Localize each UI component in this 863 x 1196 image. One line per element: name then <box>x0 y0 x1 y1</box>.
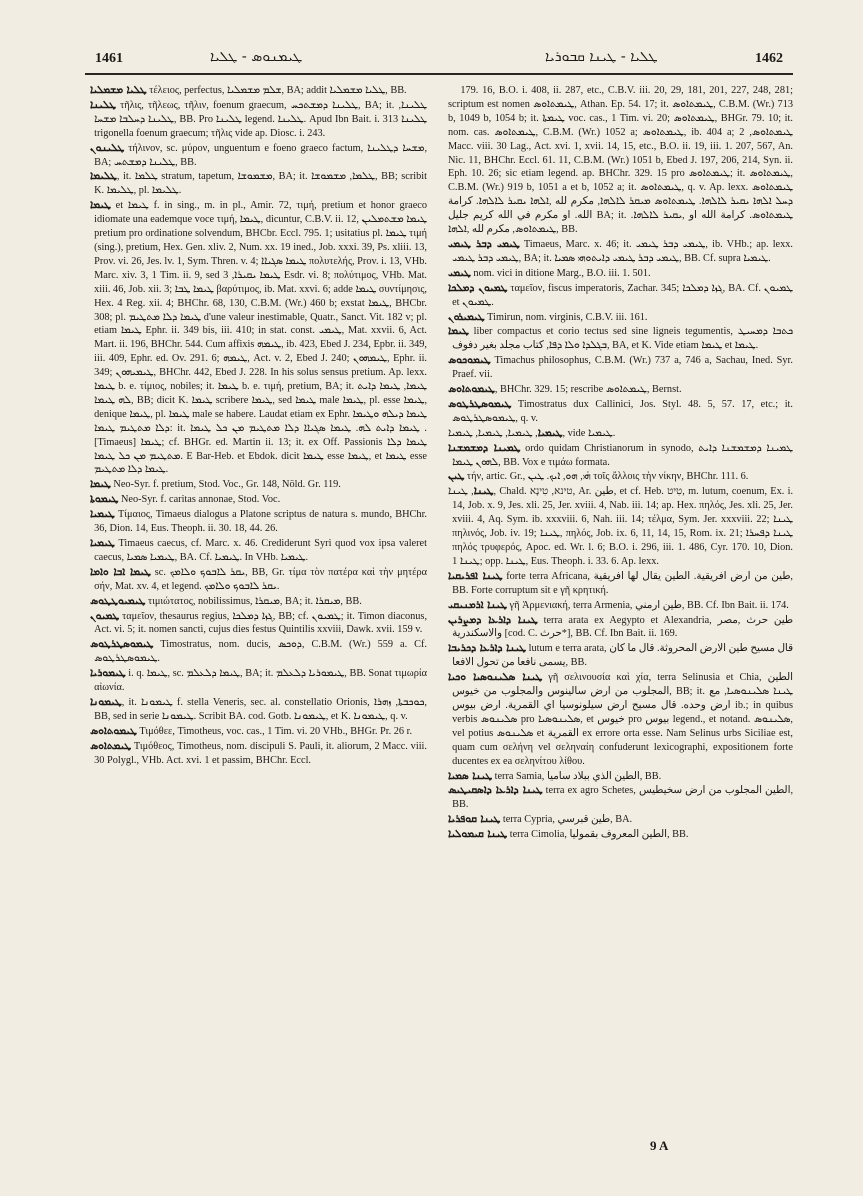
entry-text: Timachus philosophus, C.B.M. (Wr.) 737 a, 746 a, Sachau, Ined. Syr. Praef. vii. <box>452 355 793 381</box>
entry-headword: ܛܝܡܝܐ <box>90 537 115 549</box>
entry-headword: ܛܝܢܐ ܕܐܪܥܐ ܕܟܪܝܒܐ <box>448 642 527 655</box>
dictionary-entry <box>90 740 427 768</box>
entry-headword: ܛܝܢܐ ܐܪܡܢܝܩܝ <box>448 598 507 611</box>
dictionary-entry <box>448 398 793 426</box>
entry-text: , it. ܛܠܡܐ stratum, tapetum, ܡܫܡܘܫܐ, BA; it. ܛܠܡܐ, ܡܫܡܘܫܐ, BB; scribit K. ܛܠܝܡܐ, pl. ܛܠܝܡܐ. <box>94 171 427 197</box>
entry-text: 179. 16, B.O. i. 408, ii. 287, etc., C.B.V. iii. 20, 29, 181, 201, 227, 248, 281; scriptum est nomen ܛܝܡܬܐܘܣ, Athan. Ep. 54. 17; it. ܛܝܡܬܐܘܣ, C.B.M. (Wr.) 713 b, 1049 b, 1054 b; it. ܛܝܡܬܐ voc. cas., 1 Tim. vi. 20; ܛܝܡܬܐܘܣ, BHGr. 79. 10; it. nom. cas. ܛܝܡܬܐܘܣ, C.B.M. (Wr.) 1052 a; ܛܝܡܬܐܘܣ, ib. 404 a; ܛܝܡܬܐܘܣ, 2 Macc. viii. 30 Lag., Act. xvi. 1, xvii. 14, 15, etc., B.O. ii. 19, iii. 1. 207, 567, An. Nic. 11, BHChr. Eccl. 61. 11, C.B.M. (Wr.) 1051 b, Ebed J. 197, 206, 214, Syn. ii. Eph. 10. 26; sic etiam legend. ap. BHChr. 329. 15 pro ܛܝܡܬܐܘܣ; it. ܛܝܡܬܐܘܣ, C.B.M. (Wr.) 919 b, 1051 a et b, 1052 a; it. ܛܝܡܬܐܘܣ, q. v. Ap. lexx. ܛܝܡܬܐܘܣ ܕܚܠ ܐܠܗܐ ܝܩܝܪ ܠܐܠܗܐ. ܛܝܡܬܐܘܣ ܡܝܩܪ ܠܐܠܗܐ, مكرم لله ,ܐܠܗܐ ܝܩܝܪ ܠܐܠܗܐ. كرامة الله. او مكرم في الله كريم جليل BA; it. ܛܝܡܬܐܘܣ. كرامة الله او ,ܝܩܝܪ ܠܐܠܗܐ. ܛܝܡܬܐܘܣ, مكرم لله ,ܐܠܗܐ, BB. <box>448 85 794 236</box>
dictionary-entry <box>90 84 427 98</box>
entry-text: γῆ Ἀρμενιακή, terra Armenia, طين ارمني, BB. Cf. Ibn Bait. ii. 174. <box>506 599 789 611</box>
entry-text: τῆλις, τῆλεως, τῆλιν, foenum graecum, ܛܠܝܢܐ ܕܡܫܬܟܚ, BA; it. ܛܠܝܢܐ, ܛܠܝܢܐ ܕܚܠܒܐ ܡܫܚܐ, BB. Pro ܛܠܝܢܐ legend. ܛܠܝܢܐ. Apud Ibn Bait. i. 313 ܛܠܝܢܐ trigonella foenum graecum; τῆλις vide ap. Diosc. i. 243. <box>94 99 427 139</box>
left-running-head: ܛܝܡܢܘܣ - ܛܠܝܐ <box>210 49 303 65</box>
dictionary-entry <box>448 267 793 281</box>
entry-headword: ܛܝܡܘܪܝܐ <box>90 667 126 680</box>
entry-text: τιμιώτατος, nobilissimus, ܡܝܩܪܐ, BA; it. ܡܝܩܪܐ, BB. <box>145 595 362 607</box>
entry-headword: ܛܝܡܘܣܛܪܛܘܣ <box>448 397 512 410</box>
page-header <box>0 45 863 73</box>
entry-text: ordo quidam Christianorum in synodo, ܛܡܝܢܐ ܕܡܫܡܫܢܐ ܕܐܝܬ ܠܗܘܢ ܛܝܡܐ, BB. Vox e τιμάω formata. <box>452 442 794 468</box>
entry-text: ταμεῖον, thesaurus regius, ܓܙܐ ܕܡܠܟܐ, BB; cf. ܛܡܝܘܢ; it. Timon diaconus, Act. vi. 5; it. nomen sancti, cujus dies festus Quintilis xxviii, Dawk. xvii. 159 v. <box>94 610 428 636</box>
dictionary-entry <box>90 199 427 477</box>
entry-headword: ܛܝܡܘܢܐ <box>90 695 122 708</box>
header-rule <box>85 73 793 75</box>
entry-headword: ܛܠܝܐ ܡܫܡܠܝܐ <box>90 84 147 96</box>
dictionary-entry <box>448 383 793 397</box>
dictionary-entry <box>90 508 427 536</box>
signature-mark: 9 A <box>650 1138 669 1153</box>
dictionary-entry <box>90 537 427 565</box>
entry-text: lutum e terra arata, قال مسيح طين الارض المحروثة. قال ما كان يسمى نافعا من تحول الافعا, BB. <box>452 643 793 669</box>
dictionary-entry <box>90 170 427 198</box>
entry-text: , ܛܝܡܝܐ, ܛܝܡܝܐ, ܛܝܡܝܐ, vide ܛܝܡܝܐ. <box>448 427 616 439</box>
dictionary-entry <box>448 642 793 670</box>
dictionary-entry <box>90 610 427 638</box>
entry-text: Timirun, nom. virginis, C.B.V. iii. 161. <box>484 311 648 323</box>
entry-text: terra Samia, الطين الذي ببلاد ساميا, BB. <box>492 770 662 782</box>
entry-text: i. q. ܛܝܡܐ, sc. ܛܝܡܐ ܕܠܥܠܡ, BA; it. ܛܝܡܘܪܝܐ ܕܠܥܠܡ, BB. Sonat τιμωρία αἰωνία. <box>94 668 428 694</box>
dictionary-entry <box>448 614 793 642</box>
entry-text: , it. ܛܝܡܘܢܐ f. stella Veneris, sec. al. constellatio Orionis, ܟܘܟܒܬܐ, ܙܗܪܐ, BB, sed in serie ܛܝܡܘܢܐ. Scribit BA. cod. Gotb. ܛܝܡܘܢܐ, et K. ܛܝܡܘܢܐ, q. v. <box>94 696 427 722</box>
entry-text: τήν, artic. Gr., ܗ̇ܝ, ܗܘ, ܐܝܟ. ܛܝܢ τοῖς ἄλλοις τὴν νίκην, BHChr. 111. 6. <box>464 471 749 483</box>
dictionary-entry <box>448 828 793 842</box>
entry-text: Timaeus caecus, cf. Marc. x. 46. Crediderunt Syri quod vox ipsa valeret caecus, ܛܝܡܝܐ ܣܡܝܐ, BA. Cf. ܛܝܡܝܐ. In VHb. ܛܝܡܝܐ. <box>94 538 427 563</box>
dictionary-entry <box>448 671 793 768</box>
entry-text: terra Cypria, طين قبرسي, BA. <box>500 814 633 826</box>
dictionary-entry <box>448 238 793 266</box>
dictionary-entry <box>90 99 427 141</box>
entry-headword: ܛܝܡܝܘܛܛܘܣ <box>90 594 146 607</box>
entry-text: liber compactus et corio tectus sed sine ligneis tegumentis, ܟܬܒܐ ܕܡܚܝܛ ܒܓܠܕܐ ܘܠܐ ܕܦܐ, كتاب مجلد بغير دفوف, BA, et K. Vide etiam ܛܝܡܐ et ܛܝܡܐ. <box>452 326 793 352</box>
entry-headword: ܛܝܡܐ ܐܒܐ ܘܐܡܐ <box>90 565 151 578</box>
dictionary-entry <box>90 696 427 724</box>
entry-headword: ܛܝܢ <box>448 470 465 483</box>
dictionary-entry <box>90 725 427 739</box>
entry-text: Timostratus dux Callinici, Jos. Styl. 48. 5, 57. 17, etc.; it. ܛܝܡܘܣܛܪܛܘܣ, q. v. <box>452 398 793 424</box>
dictionary-entry <box>90 478 427 492</box>
entry-text: Neo-Syr. f. pretium, Stod. Voc., Gr. 148, Nöld. Gr. 119. <box>110 479 341 491</box>
entry-headword: ܛܝܢܐ ܣܠܝܢܘܣܝܐ ܘܟܝܐ <box>448 671 543 684</box>
entry-headword: ܛܝܡܝܐ <box>537 426 563 439</box>
entry-text: Timostratus, nom. ducis, ܕܘܟܣ, C.B.M. (Wr.) 559 a. Cf. ܛܝܡܘܣܛܪܛܘܣ. <box>94 639 428 665</box>
dictionary-entry <box>448 442 793 470</box>
dictionary-entry <box>448 282 793 310</box>
dictionary-entry <box>448 813 793 827</box>
entry-headword: ܛܝܡܝܐ <box>90 508 115 521</box>
entry-text: ταμεῖον, fiscus imperatoris, Zachar. 345; ܓܙܐ ܕܡܠܟܐ, BA. Cf. ܛܡܝܘܢ et ܛܡܝܘܢ. <box>452 282 793 308</box>
entry-headword: ܛܝܢܐ ܣܡܝܐ <box>448 769 493 782</box>
entry-headword: ܛܠܝܢܘܢ <box>90 141 125 154</box>
entry-headword: ܛܝܡܝܪܘܢ <box>448 310 485 323</box>
entry-headword: ܛܝܡܬܐܘܣ <box>90 739 132 752</box>
entry-headword: ܛܝܡܝ <box>448 266 471 279</box>
entry-headword: ܛܝܢܐ ܐܦܪܝܩܝܐ <box>448 569 503 582</box>
entry-headword: ܛܝܢܐ ܕܐܪܥܐ ܕܐܣܩܝܛܝܣ <box>448 784 543 797</box>
entry-text: forte terra Africana, طين من ارض افريقية. الطين يقال لها افريقية, BB. Forte corruptum sit e γῆ κρητική. <box>452 570 793 596</box>
entry-text: Τίμαιος, Timaeus dialogus a Platone scriptus de natura s. mundo, BHChr. 36, Dion. 14, Eus. Theoph. ii. 30. 18, 44. 26. <box>94 509 427 535</box>
entry-text: terra Cimolia, الطين المعروف بقموليا, BB. <box>507 829 689 841</box>
dictionary-entry <box>448 770 793 784</box>
entry-headword: ܛܝܡܘܣܛܪܛܘܣ <box>90 638 154 651</box>
dictionary-entry <box>448 427 793 441</box>
right-page-number: 1462 <box>755 51 783 66</box>
entry-headword: ܛܡܝܢܐ ܕܡܫܡܫܢܐ <box>448 441 521 454</box>
entry-text: Timaeus, Marc. x. 46; it. ܛܝܡܝ ܕܒܪ ܛܝܡܝ, ib. VHb.; ap. lexx. ܛܝܡܝ ܕܒܪ ܛܝܡܝ, BA; it. ܛܝܡܝ ܕܒܪ ܛܝܡܝ ܕܐܝܬܘܗܝ ܣܡܝܐ, BB. Cf. supra ܛܝܡܝܐ. <box>452 238 794 264</box>
left-column <box>90 84 427 769</box>
entry-headword: ܛܝܡܐ <box>90 478 111 491</box>
dictionary-entry <box>448 470 793 484</box>
dictionary-entry <box>90 566 427 594</box>
entry-headword: ܛܡܝܘܢ <box>90 609 120 622</box>
dictionary-entry <box>448 84 793 237</box>
entry-text: nom. vici in ditione Marg., B.O. iii. 1. 501. <box>470 267 651 279</box>
entry-headword: ܛܝܡܘܬܐܘܣ <box>448 383 495 396</box>
entry-text: terra arata ex Aegypto et Alexandria, طين حرث ,مصر والاسكندرية [cod. C. حرث*], BB. Cf. Ibn Bait. ii. 169. <box>452 614 794 640</box>
entry-headword: ܛܝܡܐ <box>90 199 111 212</box>
entry-headword: ܛܝܡܘܬܐ <box>90 493 119 506</box>
entry-headword: ܛܠܝܡܐ <box>90 170 117 183</box>
dictionary-entry <box>90 638 427 666</box>
dictionary-entry <box>448 570 793 598</box>
entry-text: Τιμόθεε, Timotheus, voc. cas., 1 Tim. vi. 20 VHb., BHGr. Pr. 26 r. <box>136 725 413 737</box>
dictionary-entry <box>448 311 793 325</box>
entry-headword: ܛܡܝܘܢ ܕܡܠܟܐ <box>448 281 508 294</box>
entry-headword: ܛܝܡܝ ܕܒܪ ܛܝܡܝ <box>448 237 520 250</box>
entry-text: , BHChr. 329. 15; rescribe ܛܝܡܬܐܘܣ, Bernst. <box>494 384 682 396</box>
dictionary-entry <box>90 493 427 507</box>
entry-headword: ܛܝܡܐ <box>448 325 469 338</box>
entry-headword: ܛܝܢܐ ܩܝܡܘܠܝܐ <box>448 828 508 841</box>
dictionary-entry <box>448 325 793 353</box>
right-running-head: ܛܠܝܐ - ܛܝܢܐ ܩܒܘܪܝܐ <box>545 49 658 65</box>
dictionary-entry <box>90 142 427 170</box>
dictionary-entry <box>448 599 793 613</box>
entry-headword: ܛܠܝܢܐ <box>90 98 116 111</box>
entry-text: sc. ܝܩܪ ܠܐܒܘܟ ܘܠܐܡܟ, BB, Gr. τίμα τὸν πατέρα καὶ τὴν μητέρα σήν, Mat. xv. 4, et legend. ܝܩܪ ܠܐܒܘܟ ܘܠܐܡܟ. <box>94 566 428 592</box>
dictionary-entry <box>90 667 427 695</box>
dictionary-entry <box>448 485 793 568</box>
dictionary-entry <box>90 595 427 609</box>
entry-headword: ܛܝܢܐ ܕܐܪܥܐ ܕܡܨܪܝܢ <box>448 613 538 626</box>
entry-headword: ܛܝܡܘܬܐܘܣ <box>90 724 137 737</box>
entry-text: τήλινον, sc. μύρον, unguentum e foeno graeco factum, ܡܫܚܐ ܕܛܠܝܢܐ, BA; ܛܠܝܢܐ ܕܡܫܬܚ, BB. <box>94 142 428 168</box>
entry-text: Neo-Syr. f. caritas annonae, Stod. Voc. <box>118 494 281 506</box>
dictionary-entry <box>448 784 793 812</box>
dictionary-entry <box>448 354 793 382</box>
entry-text: γῆ σελινουσία καὶ χία, terra Selinusia et Chia, الطين المجلوب من ارض سالينوس والمجلوب من خيوس, BB; it. ܛܝܢܐ ܣܠܝܢܘܣܝܐ, مع ارض وحده. قال مسيح ارض سيلونوسيا اي القمرية. ارض بيوس ib.; in quibus verbis ܣܠܝܢܘܣ pro ܣܠܝܢܘܣܝܐ, et خيوس pro بيوس legend., et notand. ܣܠܝܢܘܣ, vel potius ܣܠܝܢܘܣ et القمرية ex errore orta esse. Nam Selinus urbs Siciliae est, quam cum σελήνη vel σεληναίη confuderunt lexicographi, expositionem forte ducentes ex ea σεληνίτου λίθου. <box>452 672 794 767</box>
entry-text: et ܛܝܡܐ f. in sing., m. in pl., Amir. 72, τιμή, pretium et honor graeco idiomate una eademque voce τιμή, ܛܝܡܐ, dicuntur, C.B.V. ii. 12, ܛܝܡܐ ܡܫܬܡܠܝܢ pretium pro ordinatione solvendum, BHCbr. Eccl. 795. 1; usitatius pl. ܛܝܡܐ τιμή (sing.), pretium, Hex. Gen. xliv. 2, Num. xx. 19 ined., Job. xxxi. 39, Ps. xliii. 13, Prov. vi. 26, Jes. lv. 1, Sym. Thren. v. 4; ܛܝܡܐ ܣܓܝܐܐ πολυτελής, Prov. i. 13, VHb. Marc. xiv. 3, 1 Tim. ii. 9, sed ܛܝܡܐ ܝܩܝܪܐ, 3 Esdr. vi. 8; πολύτιμος, VHb. Mat. xiii. 46, Job. xii. 3; ܛܝܡܐ ܛܒܐ βαρύτιμος, ib. Mat. xxvi. 6; adde ܛܝܡܐ συντίμησις, Hex. 4 Reg. xii. 4; BHChr. 68, 130, C.B.M. (Wr.) 460 b; exstat ܛܝܡܐ, BHCbr. 308; pl. ܛܝܡܐ ܕܠܐ ܡܬܛܝܡ d'une valeur inestimable, Quatr., Sanct. Vit. 182 v; pl. etiam ܛܝܡܐ Ephr. ii. 349 bis, iii. 410; in stat. const. ܛܝܡܝ, Mat. xxvii. 6, Act. Mart. ii. 196, BHChr. 544. Cum affixis ܛܝܡܗ, ib. 423, Ebed J. 234, Epbr. ii. 349, iii. 409, Ephr. ed. Ov. 291. 6; ܛܝܡܗ, Act. v. 2, Ebed J. 240; ܛܝܡܗܘܢ, Ephr. ii. 349; ܛܝܡܝܗܘܢ, BHChr. 442, Ebed J. 228. In his solus sensus pretium. Ap. lexx. ܛܝܡܐ b. e. τίμιος, nobiles; it. ܛܝܡܐ b. e. τιμή, pretium, BA; it. ܛܝܡܐ, ܛܝܡܐ ܕܐܝܬ ܠܗ ܛܝܡܐ, BB; dicit K. ܛܝܡܐ scribere ܛܝܡܐ, sed ܛܝܡܐ male ܛܝܡܐ, pl. esse ܛܝܡܐ, denique ܛܝܡܐ, pl. ܛܝܡܐ male se habere. Laudat etiam ex Ephr. ܛܝܡܐ ܕܝܠܗ ܘܛܝܡܐ ܕܠܐ ܡܬܛܝܡ ܛܝܡܐ: it. ܛܝܡܐ ܕܐܝܬ ܠܗ. ܛܝܡܐ ܣܓܝܐܐ ܕܠܐ ܡܬܛܝܡ ܡܢ ܟܠ ܛܝܡܐ .[Timaeus] ܛܝܡܐ; cf. BHGr. ed. Martin ii. 13; it. ex Off. Passionis ܛܝܡܐ ܕܠܐ ܡܬܛܝܡ ܡܢ ܟܠ ܛܝܡܐ. E Bar-Heb. et Ebdok. dicit ܛܝܡܐ esse ܛܝܡܐ, et ܛܝܡܐ esse ܛܝܡܐ ܕܠܐ ܡܬܛܝܡ. <box>94 200 428 476</box>
entry-headword: ܛܝܢܐ <box>473 485 494 498</box>
right-column <box>448 84 793 843</box>
entry-text: , ܛܝܢܐ, Chald. טינא, טִינָא, Ar. طين, et cf. Heb. טִיט, m. lutum, coenum, Ex. i. 14, Job. x. 9, Jes. xli. 25, Jer. xviii. 4, Nab. iii. 14; ap. Hex. πηλός, Jes. xli. 25, Jer. xviii. 4, Aq. Sym. ib. xxxviii. 6, Nah. iii. 14; τέλμα, Sym. Jer. xxxviii. 22; ܛܝܢܐ πηλινός, Job. iv. 19; ܛܝܢܐ, πηλός, Job. ix. 6, 11, 14, 15, Rom. ix. 21; ܛܝܢܐ ܕܦܚܪܐ πηλός τρυφερός, Apoc. ed. Wr. l. 6; B.O. i. 296, iii. 1. 486, Cyr. 170. 10, Dion. ܛܝܢܐ 1; opp. ܛܝܢܐ, Eus. Theoph. i. 33. 6. Ap. lexx. <box>448 486 794 567</box>
entry-text: τέλειος, perfectus, ܫܠܡ ܡܫܡܠܝܐ, BA; addit ܛܠܝܐ ܡܫܡܠܝܐ, BB. <box>146 85 407 96</box>
entry-text: Τιμόθεος, Timotheus, nom. discipuli S. Pauli, it. aliorum, 2 Macc. viii. 30 Polygl., VHb. Act. xvi. 1 et passim, BHChr. Eccl. <box>94 740 427 766</box>
entry-text: terra ex agro Schetes, الطين المجلوب من ارض سخيطيس, BB. <box>452 785 794 811</box>
left-page-number: 1461 <box>95 51 123 66</box>
entry-headword: ܛܝܡܘܟܘܣ <box>448 354 491 367</box>
entry-headword: ܛܝܢܐ ܩܘܦܪܝܐ <box>448 813 501 826</box>
